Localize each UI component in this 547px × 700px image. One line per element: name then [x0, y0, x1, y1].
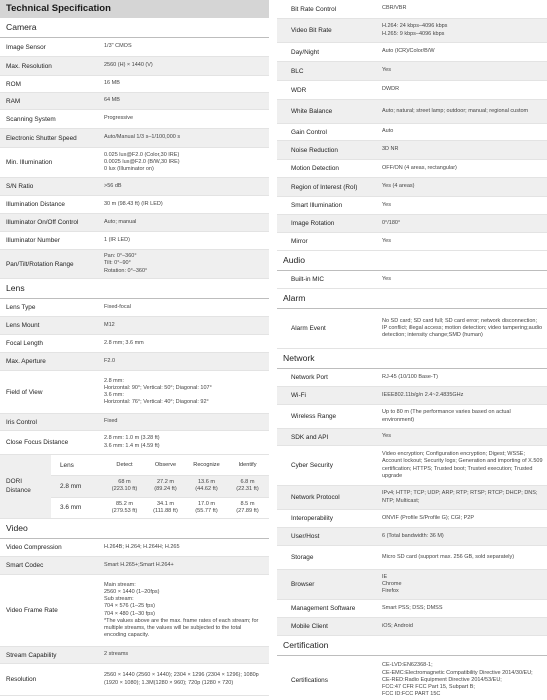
spec-label: ROM: [6, 80, 21, 88]
spec-label: Certifications: [291, 677, 328, 684]
spec-row-wireless-range: [277, 405, 547, 429]
dori-cell: 85.2 m (279.53 ft): [111, 500, 138, 514]
spec-label: Wi-Fi: [291, 392, 306, 399]
spec-label: Alarm Event: [291, 325, 326, 332]
spec-label: Image Sensor: [6, 43, 46, 51]
spec-label: WDR: [291, 86, 307, 94]
spec-label: Focal Length: [6, 340, 43, 347]
spec-value: 0.025 lux@F2.0 (Color,30 IRE) 0.0025 lux@F2.0 (B/W,30 IRE) 0 lux (Illuminator on): [104, 151, 180, 173]
spec-value: IEEE802.11b/g/n 2.4~2.4835GHz: [382, 391, 464, 398]
spec-label: Day/Night: [291, 48, 320, 56]
spec-label: Min. Illumination: [6, 159, 53, 166]
spec-row-blc: [277, 62, 547, 81]
spec-label: Resolution: [6, 676, 37, 683]
spec-row-resolution: [0, 664, 269, 696]
spec-row-illuminator-on-off-control: [0, 214, 269, 232]
spec-row-network-port: [277, 369, 547, 387]
spec-label: Lens Type: [6, 304, 36, 311]
spec-label: Mobile Client: [291, 623, 328, 630]
dori-cell: 6.8 m (22.31 ft): [236, 479, 259, 493]
spec-value: 2.8 mm: Horizontal: 90°; Vertical: 50°; Diagonal: 107° 3.6 mm: Horizontal: 76°; Vertical: 40°; Diagonal: 92°: [104, 377, 212, 406]
spec-value: 2.8 mm: 1.0 m (3.28 ft) 3.6 mm: 1.4 m (4.59 ft): [104, 435, 160, 449]
spec-value: 64 MB: [104, 97, 120, 104]
spec-row-gain-control: [277, 124, 547, 141]
dori-grid: [51, 455, 269, 518]
spec-label: Pan/Tilt/Rotation Range: [6, 260, 74, 268]
spec-label: Network Port: [291, 374, 328, 381]
spec-value: Auto: [382, 128, 394, 135]
spec-value: F2.0: [104, 357, 116, 364]
spec-label: Stream Capability: [6, 651, 57, 659]
spec-label: S/N Ratio: [6, 183, 34, 190]
spec-value: 16 MB: [104, 80, 120, 87]
spec-label: Noise Reduction: [291, 146, 338, 154]
spec-label: Illuminator Number: [6, 237, 60, 244]
spec-value: iOS; Android: [382, 622, 413, 629]
spec-row-wi-fi: [277, 387, 547, 405]
spec-row-alarm-event: [277, 309, 547, 349]
spec-value: Video encryption; Configuration encryption; Digest; WSSE; Account lockout; Security logs; Generation and importing of X.509 certification; HTTPS; Trusted boot; Trusted execution; Trusted upgrade: [382, 451, 543, 479]
spec-value: Yes: [382, 201, 391, 208]
dori-label: DORI Distance: [0, 455, 51, 518]
spec-value: 2560 × 1440 (2560 × 1440); 2304 × 1296 (2304 × 1296); 1080p (1920 × 1080); 1.3M(1280 × 960); 720p (1280 × 720): [104, 672, 259, 686]
spec-value: 30 m (98.43 ft) (IR LED): [104, 200, 163, 207]
section-heading-network: Network: [277, 349, 547, 369]
spec-value: Micro SD card (support max. 256 GB, sold separately): [382, 553, 515, 560]
spec-label: RAM: [6, 97, 21, 105]
spec-row-interoperability: [277, 510, 547, 528]
spec-value: No SD card; SD card full; SD card error; network disconnection; IP conflict; illegal access; motion detection; video tampering;audio detection; intensity change;SMD (human): [382, 317, 543, 339]
section-heading-video: Video: [0, 519, 269, 539]
spec-row-smart-illumination: [277, 197, 547, 215]
spec-row-image-rotation: [277, 215, 547, 233]
spec-row-day-night: [277, 43, 547, 62]
spec-row-iris-control: [0, 414, 269, 431]
spec-value: Auto; natural; street lamp; outdoor; manual; regional custom: [382, 107, 529, 114]
spec-value: 2560 (H) × 1440 (V): [104, 62, 153, 69]
spec-value: 1 (IR LED): [104, 236, 130, 243]
section-heading-audio: Audio: [277, 251, 547, 271]
dori-header-row: [51, 455, 269, 476]
page-title: Technical Specification: [0, 0, 269, 18]
spec-row-focal-length: [0, 335, 269, 353]
spec-row-mirror: [277, 233, 547, 251]
spec-value: H.264B; H.264; H.264H; H.265: [104, 543, 180, 550]
dori-row: [51, 498, 269, 518]
spec-label: Max. Aperture: [6, 358, 46, 365]
spec-row-lens-type: [0, 299, 269, 317]
spec-value: 3D NR: [382, 146, 399, 153]
spec-label: Image Rotation: [291, 220, 335, 227]
spec-value: Fixed-focal: [104, 303, 131, 310]
spec-value: Auto/Manual 1/3 s–1/100,000 s: [104, 134, 181, 141]
spec-value: Auto (ICR)/Color/B/W: [382, 48, 435, 55]
spec-label: Illumination Distance: [6, 201, 65, 208]
spec-value: RJ-45 (10/100 Base-T): [382, 373, 438, 380]
spec-value: Smart PSS; DSS; DMSS: [382, 604, 443, 611]
dori-header-cell: Identify: [238, 461, 257, 468]
spec-row-built-in-mic: [277, 271, 547, 289]
spec-row-region-of-interest-roi: [277, 178, 547, 197]
spec-value: IE Chrome Firefox: [382, 573, 402, 595]
right-column: [277, 0, 547, 700]
spec-row-max-resolution: [0, 57, 269, 76]
section-heading-certification: Certification: [277, 636, 547, 656]
spec-row-image-sensor: [0, 38, 269, 57]
spec-row-mobile-client: [277, 618, 547, 636]
spec-label: Cyber Security: [291, 462, 333, 469]
spec-row-ram: [0, 93, 269, 110]
spec-row-cyber-security: [277, 446, 547, 486]
dori-header-cell: Recognize: [193, 461, 220, 468]
spec-row-s-n-ratio: [0, 178, 269, 196]
spec-label: Video Frame Rate: [6, 607, 58, 614]
dori-cell: 2.8 mm: [60, 482, 82, 490]
spec-value: Main stream: 2560 × 1440 (1–20fps) Sub stream: 704 × 576 (1–25 fps) 704 × 480 (1–30 fps) *The values above are the max. frame rates of each stream; for multiple streams, the values will be subjected to the total encoding capacity.: [104, 581, 259, 639]
spec-row-scanning-system: [0, 110, 269, 129]
spec-value: 2.8 mm; 3.6 mm: [104, 339, 144, 346]
section-heading-camera: Camera: [0, 18, 269, 38]
spec-label: Mirror: [291, 238, 308, 245]
spec-row-illuminator-number: [0, 232, 269, 250]
left-column: [0, 0, 269, 696]
spec-row-motion-detection: [277, 160, 547, 178]
dori-cell: 27.2 m (89.24 ft): [154, 479, 177, 493]
spec-row-storage: [277, 546, 547, 570]
spec-value: Pan: 0°–360° Tilt: 0°–90° Rotation: 0°–360°: [104, 253, 148, 274]
dori-cell: 68 m (223.10 ft): [111, 479, 138, 493]
spec-label: User/Host: [291, 533, 320, 540]
spec-row-video-frame-rate: [0, 575, 269, 647]
spec-value: Yes: [382, 237, 391, 244]
spec-label: Max. Resolution: [6, 62, 52, 70]
spec-value: >56 dB: [104, 182, 122, 189]
spec-row-smart-codec: [0, 557, 269, 575]
spec-row-certifications: [277, 656, 547, 700]
dori-header-cell: Lens: [60, 461, 74, 469]
spec-value: 2 streams: [104, 651, 129, 658]
dori-header-cell: Detect: [116, 461, 133, 468]
spec-label: Management Software: [291, 605, 356, 612]
spec-row-rom: [0, 76, 269, 93]
spec-label: Video Bit Rate: [291, 27, 332, 34]
spec-value: 6 (Total bandwidth: 36 M): [382, 532, 444, 539]
dori-cell: 8.5 m (27.89 ft): [236, 500, 259, 514]
spec-row-electronic-shutter-speed: [0, 129, 269, 148]
spec-label: Smart Illumination: [291, 202, 343, 209]
spec-value: IPv4; HTTP; TCP; UDP; ARP; RTP; RTSP; RTCP; DHCP; DNS; NTP; Multicast;: [382, 490, 538, 504]
spec-label: White Balance: [291, 108, 333, 115]
spec-value: Progressive: [104, 115, 134, 122]
section-heading-lens: Lens: [0, 279, 269, 299]
spec-row-field-of-view: [0, 371, 269, 414]
spec-row-video-bit-rate: [277, 19, 547, 43]
spec-label: Iris Control: [6, 418, 37, 426]
spec-row-network-protocol: [277, 486, 547, 510]
dori-distance-table: [0, 455, 269, 519]
spec-row-max-aperture: [0, 353, 269, 371]
spec-value: Fixed: [104, 418, 118, 425]
spec-value: Auto; manual: [104, 218, 137, 225]
dori-cell: 3.6 mm: [60, 504, 82, 512]
spec-label: Interoperability: [291, 515, 333, 522]
dori-cell: 17.0 m (55.77 ft): [195, 500, 218, 514]
spec-row-min-illumination: [0, 148, 269, 178]
spec-row-noise-reduction: [277, 141, 547, 160]
spec-row-white-balance: [277, 100, 547, 124]
spec-label: Smart Codec: [6, 562, 44, 569]
spec-value: 0°/180°: [382, 219, 401, 226]
spec-row-close-focus-distance: [0, 431, 269, 455]
dori-cell: 13.6 m (44.62 ft): [195, 479, 218, 493]
spec-label: Scanning System: [6, 115, 56, 123]
spec-value: 1/3" CMOS: [104, 43, 132, 50]
spec-label: Region of Interest (RoI): [291, 183, 358, 191]
spec-value: M12: [104, 321, 115, 328]
spec-label: SDK and API: [291, 433, 329, 441]
spec-label: Network Protocol: [291, 494, 340, 501]
spec-label: Bit Rate Control: [291, 5, 337, 13]
spec-row-video-compression: [0, 539, 269, 557]
spec-value: CE-LVD:EN62368-1; CE-EMC:Electromagnetic Compatibility Directive 2014/30/EU; CE-RED:Radio Equipment Directive 2014/53/EU; FCC:47 CFR FCC Part 15, Subpart B; FCC ID:FCC PART 15C: [382, 662, 533, 698]
spec-value: Yes: [382, 67, 391, 74]
spec-label: Field of View: [6, 388, 43, 396]
spec-row-illumination-distance: [0, 196, 269, 214]
spec-label: Browser: [291, 581, 315, 588]
spec-value: Yes: [382, 433, 391, 440]
spec-value: OFF/ON (4 areas, rectangular): [382, 164, 457, 171]
dori-header-cell: Observe: [154, 461, 177, 468]
spec-label: Illuminator On/Off Control: [6, 219, 79, 226]
spec-row-management-software: [277, 600, 547, 618]
spec-value: Up to 80 m (The performance varies based on actual environment): [382, 409, 511, 423]
spec-row-wdr: [277, 81, 547, 100]
spec-label: Electronic Shutter Speed: [6, 134, 77, 142]
spec-label: BLC: [291, 67, 304, 75]
spec-label: Close Focus Distance: [6, 439, 69, 446]
spec-value: ONVIF (Profile S/Profile G); CGI; P2P: [382, 514, 474, 521]
spec-value: DWDR: [382, 86, 400, 93]
spec-row-browser: [277, 570, 547, 600]
spec-value: H.264: 24 kbps–4096 kbps H.265: 9 kbps–4096 kbps: [382, 23, 448, 37]
spec-label: Storage: [291, 554, 314, 561]
spec-row-user-host: [277, 528, 547, 546]
spec-row-lens-mount: [0, 317, 269, 335]
spec-value: Yes (4 areas): [382, 183, 415, 190]
section-heading-alarm: Alarm: [277, 289, 547, 309]
spec-value: Yes: [382, 275, 391, 282]
spec-label: Video Compression: [6, 544, 62, 551]
spec-row-pan-tilt-rotation-range: [0, 250, 269, 279]
spec-label: Gain Control: [291, 128, 327, 136]
spec-row-bit-rate-control: [277, 0, 547, 19]
spec-label: Lens Mount: [6, 322, 40, 329]
spec-value: CBR/VBR: [382, 5, 407, 12]
spec-label: Built-in MIC: [291, 276, 325, 283]
dori-row: [51, 476, 269, 497]
spec-value: Smart H.265+;Smart H.264+: [104, 561, 174, 568]
spec-label: Wireless Range: [291, 413, 337, 420]
spec-row-sdk-and-api: [277, 429, 547, 446]
dori-cell: 34.1 m (111.88 ft): [153, 500, 178, 514]
spec-label: Motion Detection: [291, 165, 339, 172]
spec-row-stream-capability: [0, 647, 269, 664]
